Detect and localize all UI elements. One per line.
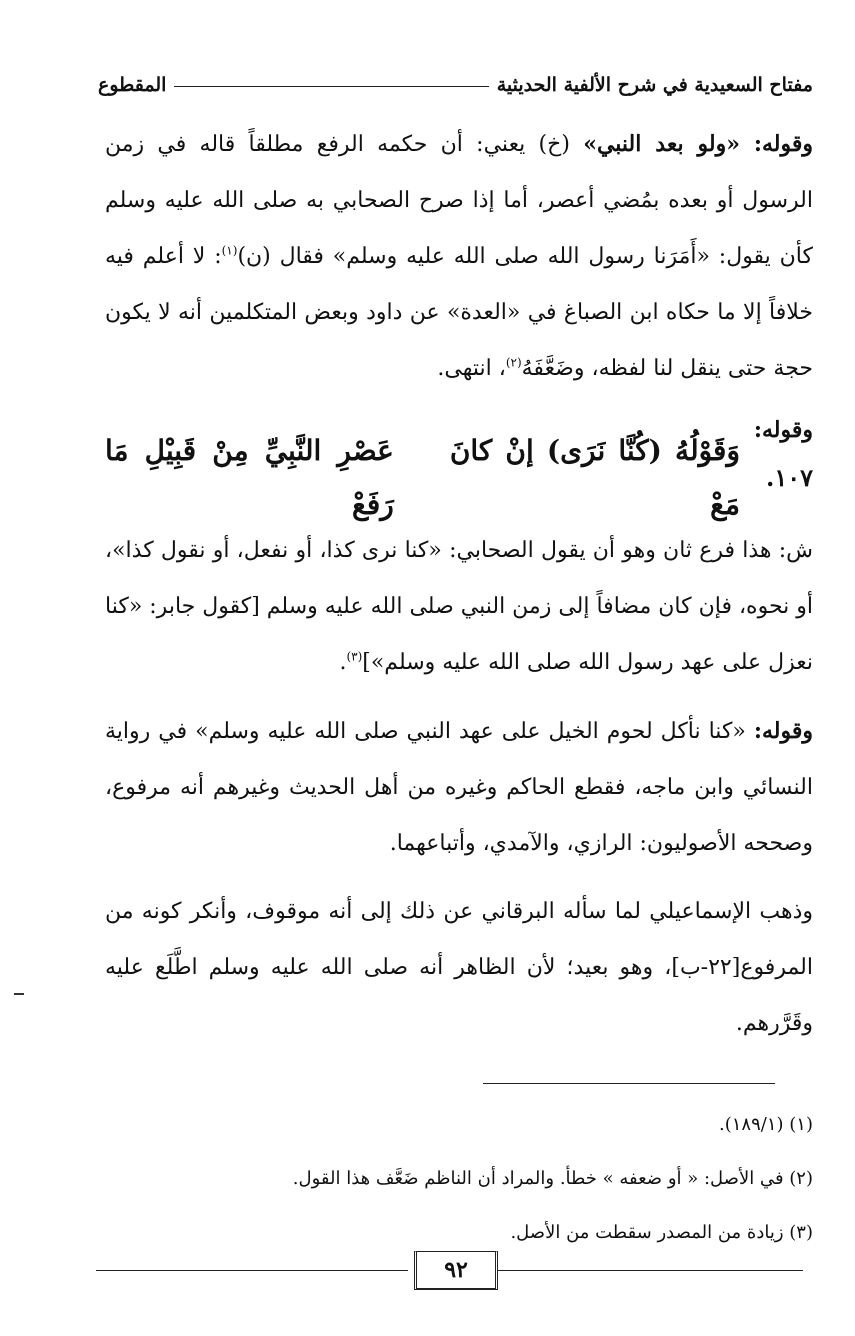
- paragraph-2: [105, 523, 813, 691]
- paragraph-lead: وقوله:: [753, 718, 813, 744]
- page-number: ٩٢: [414, 1251, 498, 1290]
- paragraph-4: [105, 884, 813, 1052]
- verse-hemistich-1: وَقَوْلُهُ (كُنَّا نَرَى) إنْ كانَ مَعْ: [449, 434, 740, 521]
- paragraph-text-cont: : لا أعلم فيه خلافاً إلا ما حكاه ابن الصباغ في «العدة» عن داود وبعض المتكلمين أنه لا يكون حجة حتى ينقل لنا لفظه، وضَعَّفَهُ: [105, 244, 813, 381]
- paragraph-text: (خ) يعني: أن حكمه الرفع مطلقاً قاله في زمن الرسول أو بعده بمُضي أعصر، أما إذا صرح الصحابي به صلى الله عليه وسلم كأن يقول: «أَمَرَنا رسول الله صلى الله عليه وسلم» فقال (ن): [105, 132, 813, 269]
- main-text: [105, 116, 813, 1052]
- section-title: المقطوع: [98, 74, 167, 96]
- verse-hemistich-2: عَصْرِ النَّبِيِّ مِنْ قَبِيْلِ مَا رَفَعْ: [105, 434, 394, 521]
- paragraph-text: ش: هذا فرع ثان وهو أن يقول الصحابي: «كنا نرى كذا، أو نفعل، أو نقول كذا»، أو نحوه، فإن كان مضافاً إلى زمن النبي صلى الله عليه وسلم [كقول جابر: «كنا نعزل على عهد رسول الله صلى الله عليه وسلم»]: [105, 538, 813, 675]
- footer-rule-left: [96, 1270, 408, 1271]
- paragraph-lead: وقوله: «ولو بعد النبي»: [583, 131, 813, 157]
- paragraph-text-end: ، انتهى.: [437, 356, 506, 381]
- paragraph-3: [105, 703, 813, 872]
- footnote-ref-2: (٢): [505, 355, 522, 370]
- footnote-ref-1: (١): [221, 243, 238, 258]
- verse-intro: وقوله:: [753, 417, 813, 443]
- footnote-3: (٣) زيادة من المصدر سقطت من الأصل.: [510, 1222, 813, 1243]
- verse-line: [105, 434, 813, 521]
- footnote-2: (٢) في الأصل: « أو ضعفه » خطأ. والمراد أن الناظم ضَعَّف هذا القول.: [292, 1168, 813, 1189]
- paragraph-text: وذهب الإسماعيلي لما سأله البرقاني عن ذلك إلى أنه موقوف، وأنكر كونه من المرفوع[٢٢-ب]، وهو بعيد؛ لأن الظاهر أنه صلى الله عليه وسلم اطَّلَع عليه وقَرَّرهم.: [105, 899, 813, 1036]
- footnote-separator: [483, 1083, 775, 1084]
- footnote-1: (١) (١٨٩/١).: [719, 1114, 813, 1135]
- margin-mark: [14, 993, 24, 995]
- footnotes: [105, 1098, 813, 1260]
- book-title: مفتاح السعيدية في شرح الألفية الحديثية: [496, 74, 813, 96]
- paragraph-1: [105, 116, 813, 397]
- paragraph-text: «كنا نأكل لحوم الخيل على عهد النبي صلى الله عليه وسلم» في رواية النسائي وابن ماجه، فقطع الحاكم وغيره من أهل الحديث وغيرهم أنه مرفوع، وصححه الأصوليون: الرازي، والآمدي، وأتباعهما.: [105, 719, 813, 856]
- footer-rule-right: [497, 1270, 803, 1271]
- footnote-ref-3: (٣): [346, 649, 363, 664]
- paragraph-text-end: .: [339, 650, 347, 675]
- running-header: [98, 62, 813, 96]
- header-rule: [174, 86, 488, 87]
- verse-number: ١٠٧.: [765, 463, 813, 492]
